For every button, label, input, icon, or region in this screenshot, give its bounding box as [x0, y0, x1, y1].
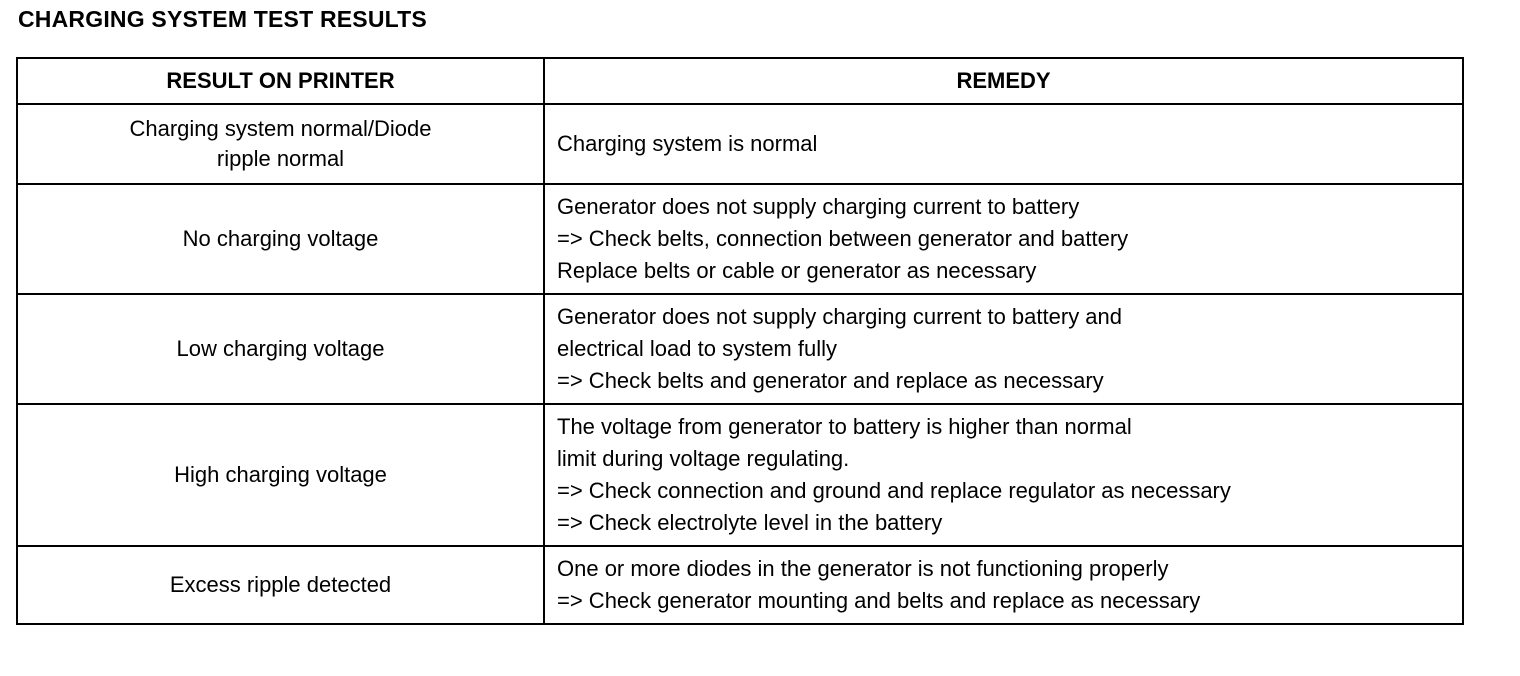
- result-line: High charging voltage: [174, 462, 387, 487]
- results-table: [16, 57, 1464, 625]
- table-row: [17, 294, 1463, 404]
- document-title: CHARGING SYSTEM TEST RESULTS: [18, 6, 427, 32]
- remedy-line: Charging system is normal: [557, 131, 818, 156]
- remedy-line: => Check connection and ground and replace regulator as necessary: [557, 478, 1231, 503]
- remedy-line: The voltage from generator to battery is higher than normal: [557, 414, 1132, 439]
- remedy-line: Replace belts or cable or generator as necessary: [557, 258, 1037, 283]
- remedy-cell: [544, 104, 1463, 184]
- column-header-result: RESULT ON PRINTER: [17, 58, 544, 104]
- remedy-line: limit during voltage regulating.: [557, 446, 850, 471]
- remedy-cell: [544, 184, 1463, 294]
- remedy-line: Generator does not supply charging current to battery and: [557, 304, 1123, 329]
- table-row: [17, 404, 1463, 546]
- result-line: ripple normal: [216, 146, 345, 171]
- remedy-line: => Check belts, connection between generator and battery: [557, 226, 1129, 251]
- remedy-line: electrical load to system fully: [557, 336, 837, 361]
- remedy-line: Generator does not supply charging current to battery: [557, 194, 1080, 219]
- result-cell: [17, 404, 544, 546]
- column-header-remedy: REMEDY: [544, 58, 1463, 104]
- remedy-line: => Check electrolyte level in the battery: [557, 510, 943, 535]
- result-line: Charging system normal/Diode: [129, 116, 432, 141]
- table-row: [17, 184, 1463, 294]
- result-cell: [17, 104, 544, 184]
- remedy-line: => Check belts and generator and replace as necessary: [557, 368, 1104, 393]
- table-header-row: [17, 58, 1463, 104]
- result-line: Excess ripple detected: [169, 572, 392, 597]
- remedy-cell: [544, 294, 1463, 404]
- remedy-line: One or more diodes in the generator is not functioning properly: [557, 556, 1169, 581]
- table-row: [17, 104, 1463, 184]
- result-cell: [17, 546, 544, 624]
- remedy-cell: [544, 404, 1463, 546]
- table-row: [17, 546, 1463, 624]
- result-cell: [17, 184, 544, 294]
- result-line: No charging voltage: [182, 226, 379, 251]
- result-cell: [17, 294, 544, 404]
- remedy-cell: [544, 546, 1463, 624]
- remedy-line: => Check generator mounting and belts and replace as necessary: [557, 588, 1201, 613]
- result-line: Low charging voltage: [176, 336, 385, 361]
